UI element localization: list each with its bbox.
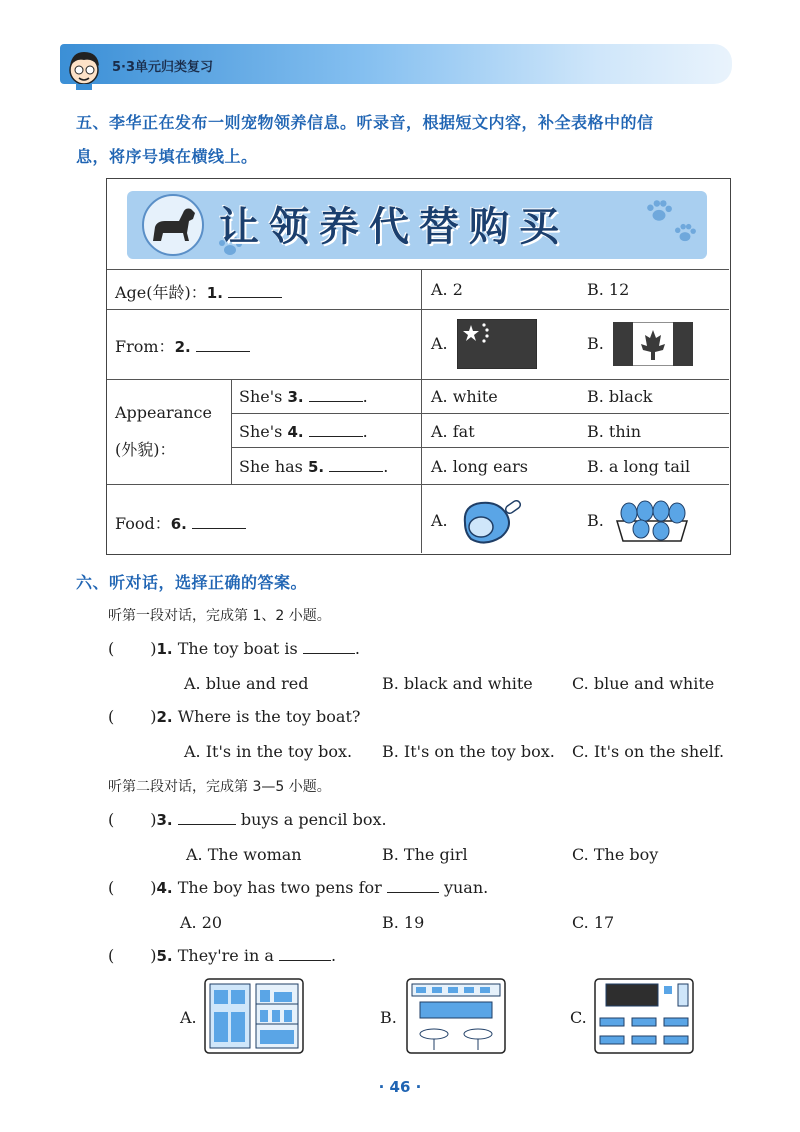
q5-option-c: C.	[570, 1008, 587, 1027]
q1-option-b: B. black and white	[382, 674, 533, 693]
section6-title: 六、听对话，选择正确的答案。	[76, 573, 308, 592]
from-option-a: A.	[431, 334, 448, 353]
classroom-picture	[594, 978, 694, 1054]
page-number: · 46 ·	[378, 1078, 422, 1096]
question-1: ( )1. The toy boat is .	[108, 639, 360, 658]
q2-option-c: C. It's on the shelf.	[572, 742, 725, 761]
shop-picture	[204, 978, 304, 1054]
canada-flag-icon	[613, 322, 693, 366]
q4-option-a: A. fat	[431, 422, 475, 441]
restaurant-picture	[406, 978, 506, 1054]
header-label: 5·3单元归类复习	[112, 60, 214, 75]
food-option-b: B.	[587, 511, 604, 530]
q4-blank	[387, 892, 439, 893]
q3-option-c: C. The boy	[572, 845, 659, 864]
q5-stem: She has 5. .	[239, 457, 389, 476]
appearance-label: Appearance	[115, 403, 212, 422]
question-4: ( )4. The boy has two pens for yuan.	[108, 878, 489, 897]
q3-option-a: A. The woman	[186, 845, 302, 864]
banner-title: 让领养代替购买	[219, 204, 569, 250]
question-5: ( )5. They're in a .	[108, 946, 337, 965]
china-flag-icon	[457, 319, 537, 369]
q5-option-a: A.	[180, 1008, 197, 1027]
q4-option-c: C. 17	[572, 913, 615, 932]
age-label: Age(年龄)：1.	[115, 280, 282, 303]
age-answer-blank[interactable]	[228, 297, 282, 298]
q4-option-a: A. 20	[180, 913, 223, 932]
section5-title-cont: 息，将序号填在横线上。	[76, 147, 258, 166]
section5-title: 五、李华正在发布一则宠物领养信息。听录音，根据短文内容，补全表格中的信	[76, 113, 654, 132]
q4-option-b: B. 19	[382, 913, 425, 932]
adoption-table	[106, 178, 731, 555]
q3-option-a: A. white	[431, 387, 498, 406]
q4-answer-blank[interactable]	[309, 436, 363, 437]
from-label: From：2.	[115, 334, 250, 357]
age-option-a: A. 2	[431, 280, 463, 299]
dialog2-intro: 听第二段对话，完成第 3—5 小题。	[108, 779, 331, 795]
q5-option-a: A. long ears	[431, 457, 528, 476]
paw-icon	[645, 199, 673, 223]
q1-option-a: A. blue and red	[184, 674, 309, 693]
q3-option-b: B. black	[587, 387, 653, 406]
paw-icon	[673, 223, 697, 243]
q3-answer-blank[interactable]	[309, 401, 363, 402]
q3-blank	[178, 824, 236, 825]
q5-answer-blank[interactable]	[329, 471, 383, 472]
q4-stem: She's 4. .	[239, 422, 368, 441]
food-answer-blank[interactable]	[192, 528, 246, 529]
age-option-b: B. 12	[587, 280, 630, 299]
q4-option-b: B. thin	[587, 422, 642, 441]
q1-option-c: C. blue and white	[572, 674, 715, 693]
q3-option-b: B. The girl	[382, 845, 468, 864]
q5-blank	[279, 960, 331, 961]
eggs-icon	[611, 491, 693, 549]
question-3: ( )3. buys a pencil box.	[108, 810, 387, 829]
q5-option-b: B.	[380, 1008, 397, 1027]
dog-icon	[133, 193, 215, 257]
mascot-icon	[64, 46, 104, 90]
dialog1-intro: 听第一段对话，完成第 1、2 小题。	[108, 608, 331, 624]
appearance-label-cn: (外貌)：	[115, 440, 176, 459]
q3-stem: She's 3. .	[239, 387, 368, 406]
from-option-b: B.	[587, 334, 604, 353]
food-option-a: A.	[431, 511, 448, 530]
q2-option-b: B. It's on the toy box.	[382, 742, 555, 761]
food-label: Food：6.	[115, 511, 246, 534]
meat-icon	[457, 493, 529, 549]
question-2: ( )2. Where is the toy boat?	[108, 707, 361, 726]
q1-blank	[303, 653, 355, 654]
q2-option-a: A. It's in the toy box.	[184, 742, 353, 761]
from-answer-blank[interactable]	[196, 351, 250, 352]
q5-option-b: B. a long tail	[587, 457, 691, 476]
